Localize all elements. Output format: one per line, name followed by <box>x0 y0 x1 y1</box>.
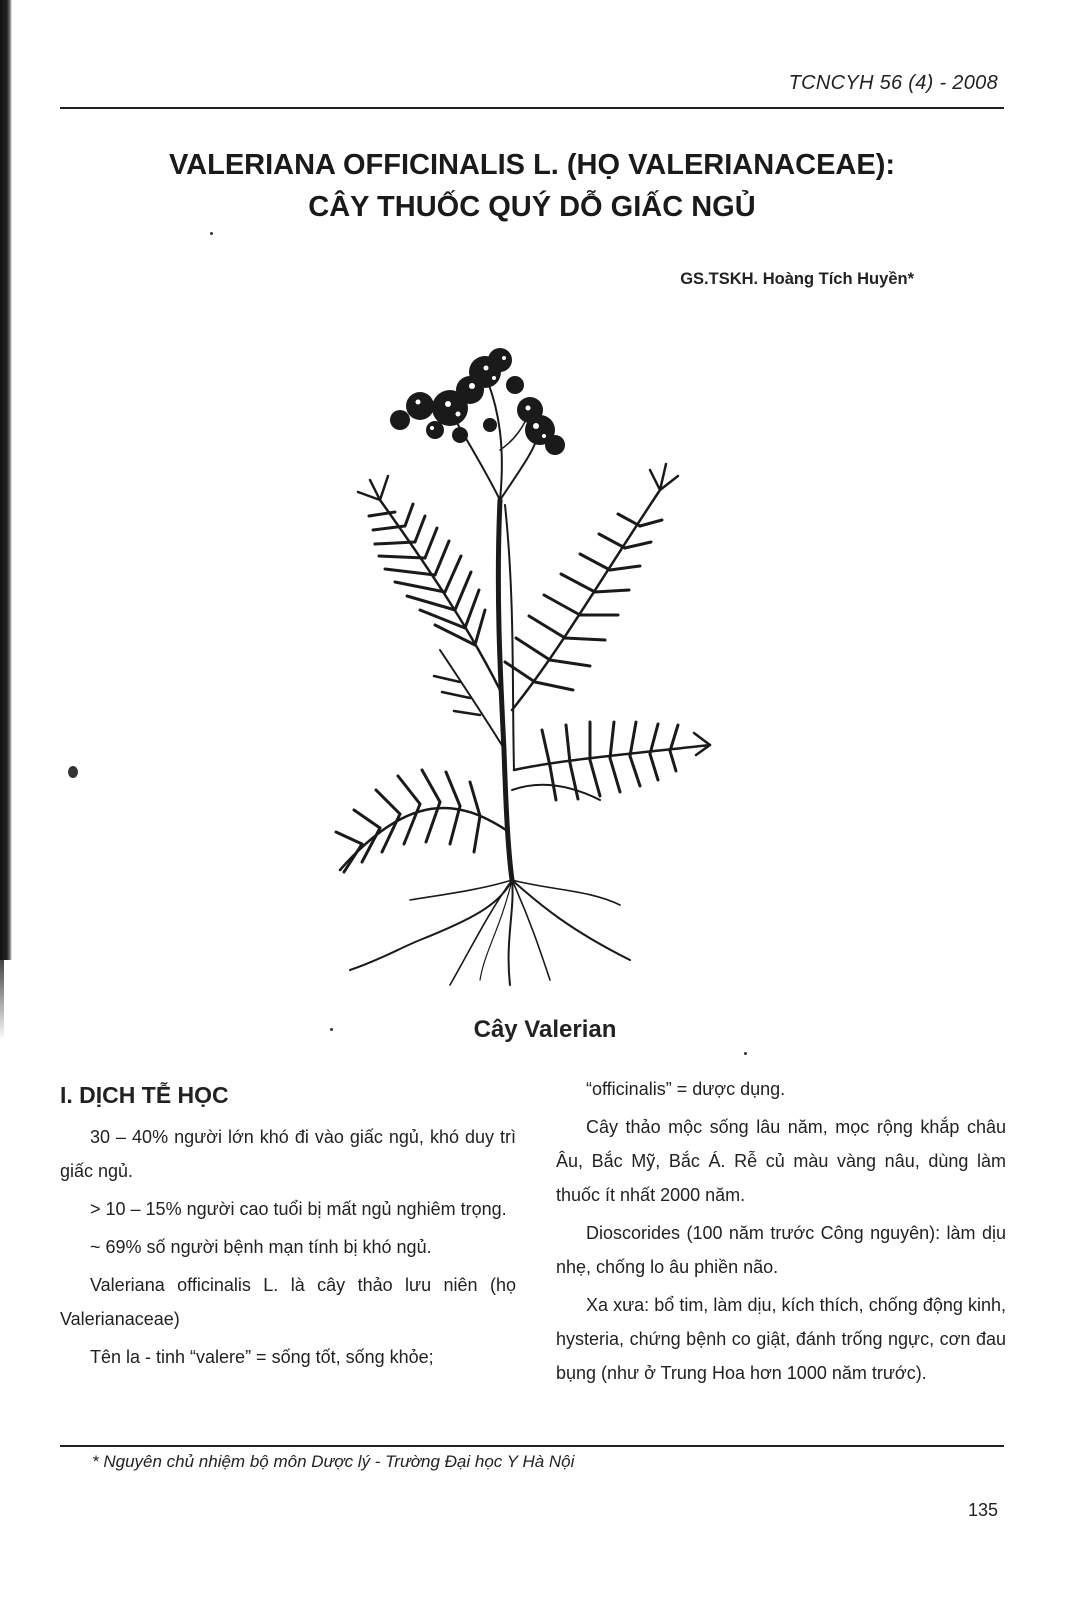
footnote-rule <box>60 1445 1004 1447</box>
article-title <box>60 144 1004 228</box>
scan-speck <box>744 1052 747 1055</box>
paragraph: Dioscorides (100 năm trước Công nguyên): làm dịu nhẹ, chống lo âu phiền não. <box>556 1223 1006 1277</box>
left-column <box>60 1078 516 1378</box>
paragraph: “officinalis” = dược dụng. <box>586 1079 786 1099</box>
running-head: TCNCYH 56 (4) - 2008 <box>788 72 998 94</box>
paragraph: ~ 69% số người bệnh mạn tính bị khó ngủ. <box>90 1237 432 1257</box>
figure-caption: Cây Valerian <box>473 1016 617 1043</box>
paragraph: Tên la - tinh “valere” = sống tốt, sống khỏe; <box>90 1347 434 1367</box>
footnote: * Nguyên chủ nhiệm bộ môn Dược lý - Trường Đại học Y Hà Nội <box>92 1452 575 1471</box>
scan-speck <box>68 766 78 778</box>
title-line-2: CÂY THUỐC QUÝ DỖ GIẤC NGỦ <box>308 191 756 223</box>
paragraph: > 10 – 15% người cao tuổi bị mất ngủ nghiêm trọng. <box>90 1199 507 1219</box>
scan-edge-shadow <box>0 0 12 960</box>
section-heading: I. DỊCH TỄ HỌC <box>60 1082 229 1108</box>
header-rule <box>60 107 1004 109</box>
paragraph: 30 – 40% người lớn khó đi vào giấc ngủ, khó duy trì giấc ngủ. <box>60 1127 516 1181</box>
paragraph: Cây thảo mộc sống lâu năm, mọc rộng khắp châu Âu, Bắc Mỹ, Bắc Á. Rễ củ màu vàng nâu, dùng làm thuốc ít nhất 2000 năm. <box>556 1117 1006 1205</box>
author-line: GS.TSKH. Hoàng Tích Huyền* <box>680 270 914 288</box>
paragraph: Valeriana officinalis L. là cây thảo lưu niên (họ Valerianaceae) <box>60 1275 516 1329</box>
title-line-1: VALERIANA OFFICINALIS L. (HỌ VALERIANACEAE): <box>168 149 896 181</box>
right-column <box>556 1072 1006 1394</box>
paragraph: Xa xưa: bổ tim, làm dịu, kích thích, chống động kinh, hysteria, chứng bệnh co giật, đánh trống ngực, cơn đau bụng (như ở Trung Hoa hơn 1000 năm trước). <box>556 1295 1006 1383</box>
scan-speck <box>330 1028 333 1031</box>
valerian-plant-illustration <box>300 330 740 990</box>
scan-speck <box>210 232 213 235</box>
page-number: 135 <box>967 1500 998 1520</box>
